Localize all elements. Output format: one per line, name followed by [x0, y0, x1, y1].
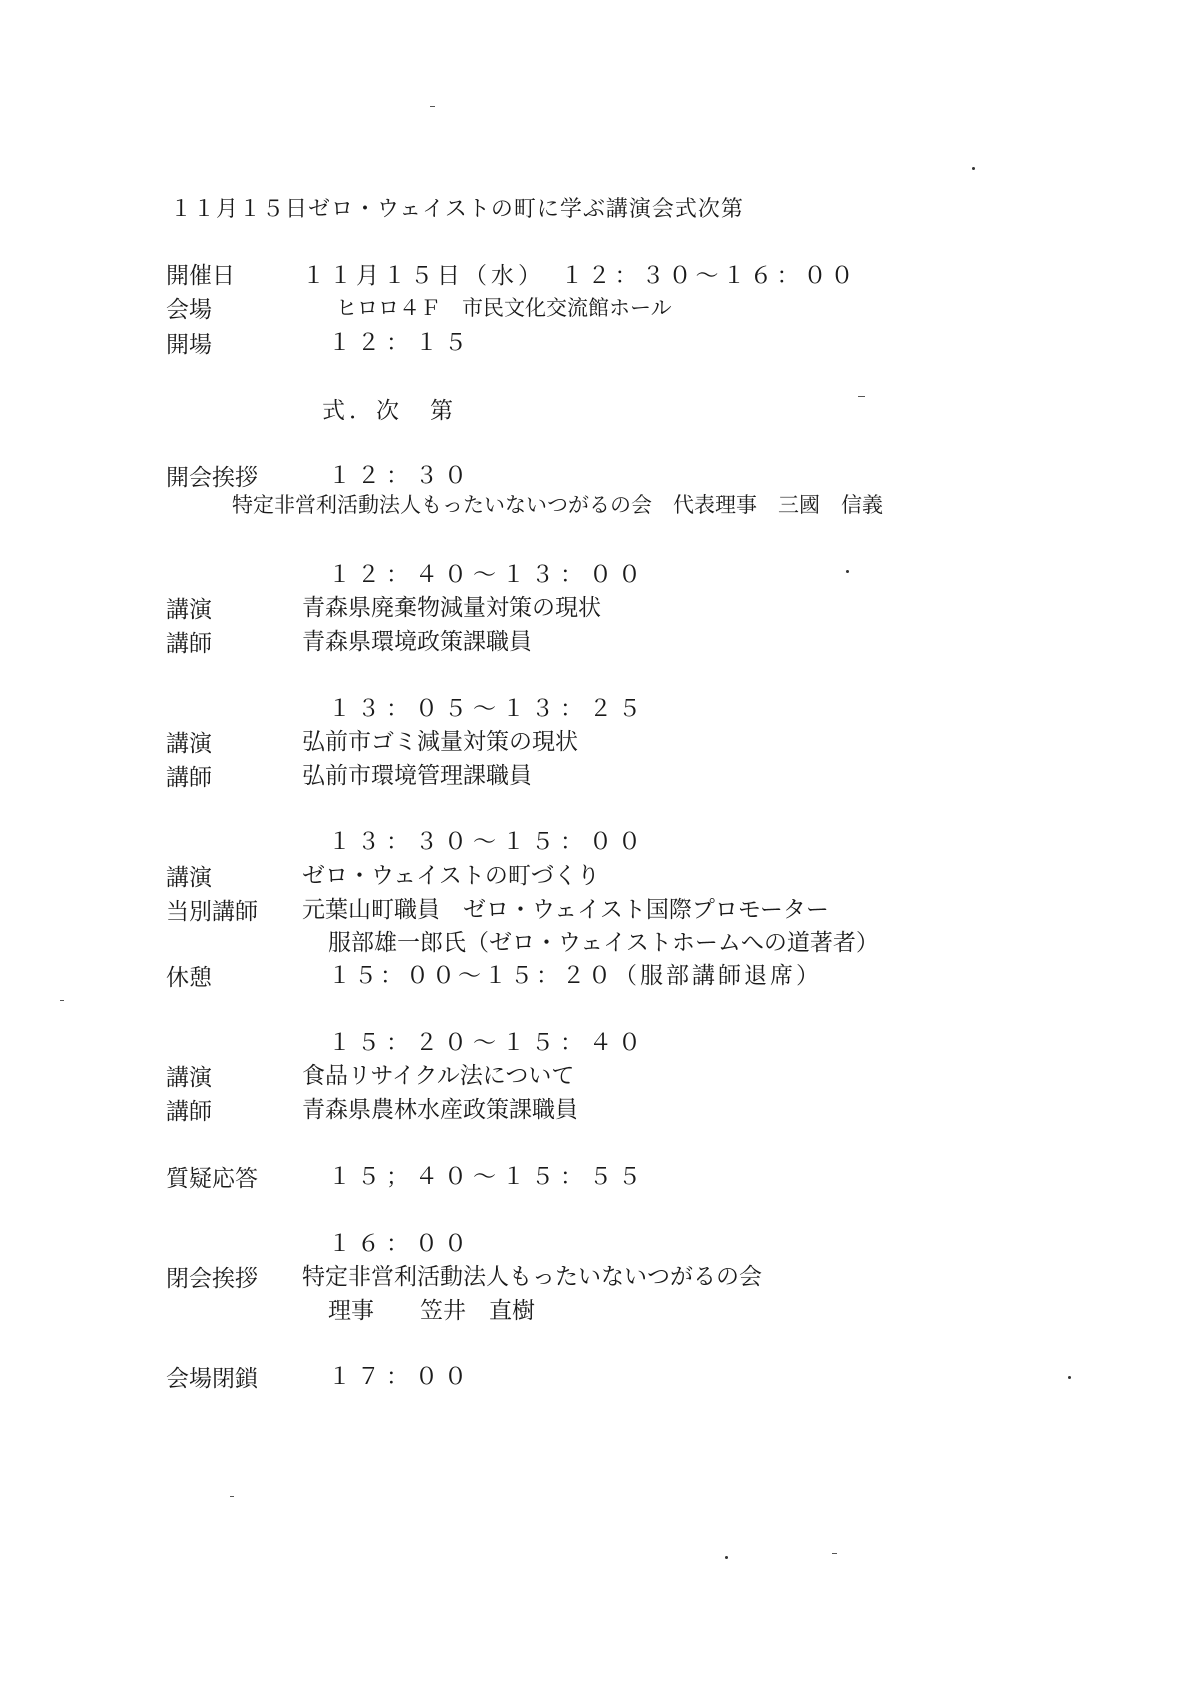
scan-speck	[972, 167, 975, 170]
scan-speck	[1068, 1376, 1071, 1379]
document-title: １１月１５日ゼロ・ウェイストの町に学ぶ講演会式次第	[170, 197, 744, 222]
session3-lecture-label: 講演	[166, 865, 212, 891]
closing-speaker: 理事 笠井 直樹	[328, 1298, 535, 1324]
session4-lecturer-label: 講師	[166, 1099, 212, 1125]
session4-lecturer: 青森県農林水産政策課職員	[302, 1097, 578, 1123]
date-value: １１月１５日（水） １２：３０～１６：００	[302, 263, 858, 289]
closure-label: 会場閉鎖	[166, 1366, 258, 1392]
session3-time: １３：３０～１５：００	[328, 829, 647, 855]
session4-lecture-label: 講演	[166, 1065, 212, 1091]
session3-lecturer-line1: 元葉山町職員 ゼロ・ウェイスト国際プロモーター	[302, 897, 829, 923]
closure-time: １７：００	[328, 1364, 473, 1390]
closing-label: 閉会挨拶	[166, 1266, 258, 1292]
date-label: 開催日	[166, 263, 235, 289]
session2-lecturer: 弘前市環境管理課職員	[302, 763, 532, 789]
scan-speck	[725, 1556, 728, 1559]
closing-org: 特定非営利活動法人もったいないつがるの会	[302, 1264, 762, 1290]
program-heading: 式．次 第	[322, 398, 457, 424]
open-value: １２：１５	[328, 330, 473, 356]
opening-time: １２：３０	[328, 463, 473, 489]
session4-time: １５：２０～１５：４０	[328, 1030, 647, 1056]
session2-lecture-label: 講演	[166, 731, 212, 757]
session1-lecturer-label: 講師	[166, 631, 212, 657]
opening-speaker: 特定非営利活動法人もったいないつがるの会 代表理事 三國 信義	[232, 493, 883, 517]
break-value: １５：００～１５：２０（服部講師退席）	[328, 963, 822, 989]
opening-label: 開会挨拶	[166, 465, 258, 491]
qa-label: 質疑応答	[166, 1166, 258, 1192]
scan-speck	[430, 106, 435, 107]
session1-lecture: 青森県廃棄物減量対策の現状	[302, 595, 601, 621]
scan-speck	[60, 1000, 64, 1001]
closing-time: １６：００	[328, 1231, 473, 1257]
venue-value: ヒロロ４Ｆ 市民文化交流館ホール	[336, 296, 672, 320]
session1-lecture-label: 講演	[166, 597, 212, 623]
session1-time: １２：４０～１３：００	[328, 562, 647, 588]
scan-speck	[832, 1553, 837, 1554]
session3-lecturer-line2: 服部雄一郎氏（ゼロ・ウェイストホームへの道著者）	[328, 930, 879, 956]
scan-speck	[846, 570, 849, 573]
break-label: 休憩	[166, 965, 212, 991]
session3-lecturer-label: 当別講師	[166, 899, 258, 925]
session1-lecturer: 青森県環境政策課職員	[302, 629, 532, 655]
scan-speck	[858, 396, 865, 397]
qa-time: １５；４０～１５：５５	[328, 1164, 647, 1190]
session2-time: １３：０５～１３：２５	[328, 696, 647, 722]
session2-lecture: 弘前市ゴミ減量対策の現状	[302, 729, 578, 755]
session2-lecturer-label: 講師	[166, 765, 212, 791]
open-label: 開場	[166, 332, 212, 358]
session4-lecture: 食品リサイクル法について	[302, 1063, 575, 1089]
venue-label: 会場	[166, 297, 212, 323]
scan-speck	[230, 1496, 234, 1497]
session3-lecture: ゼロ・ウェイストの町づくり	[302, 863, 600, 889]
